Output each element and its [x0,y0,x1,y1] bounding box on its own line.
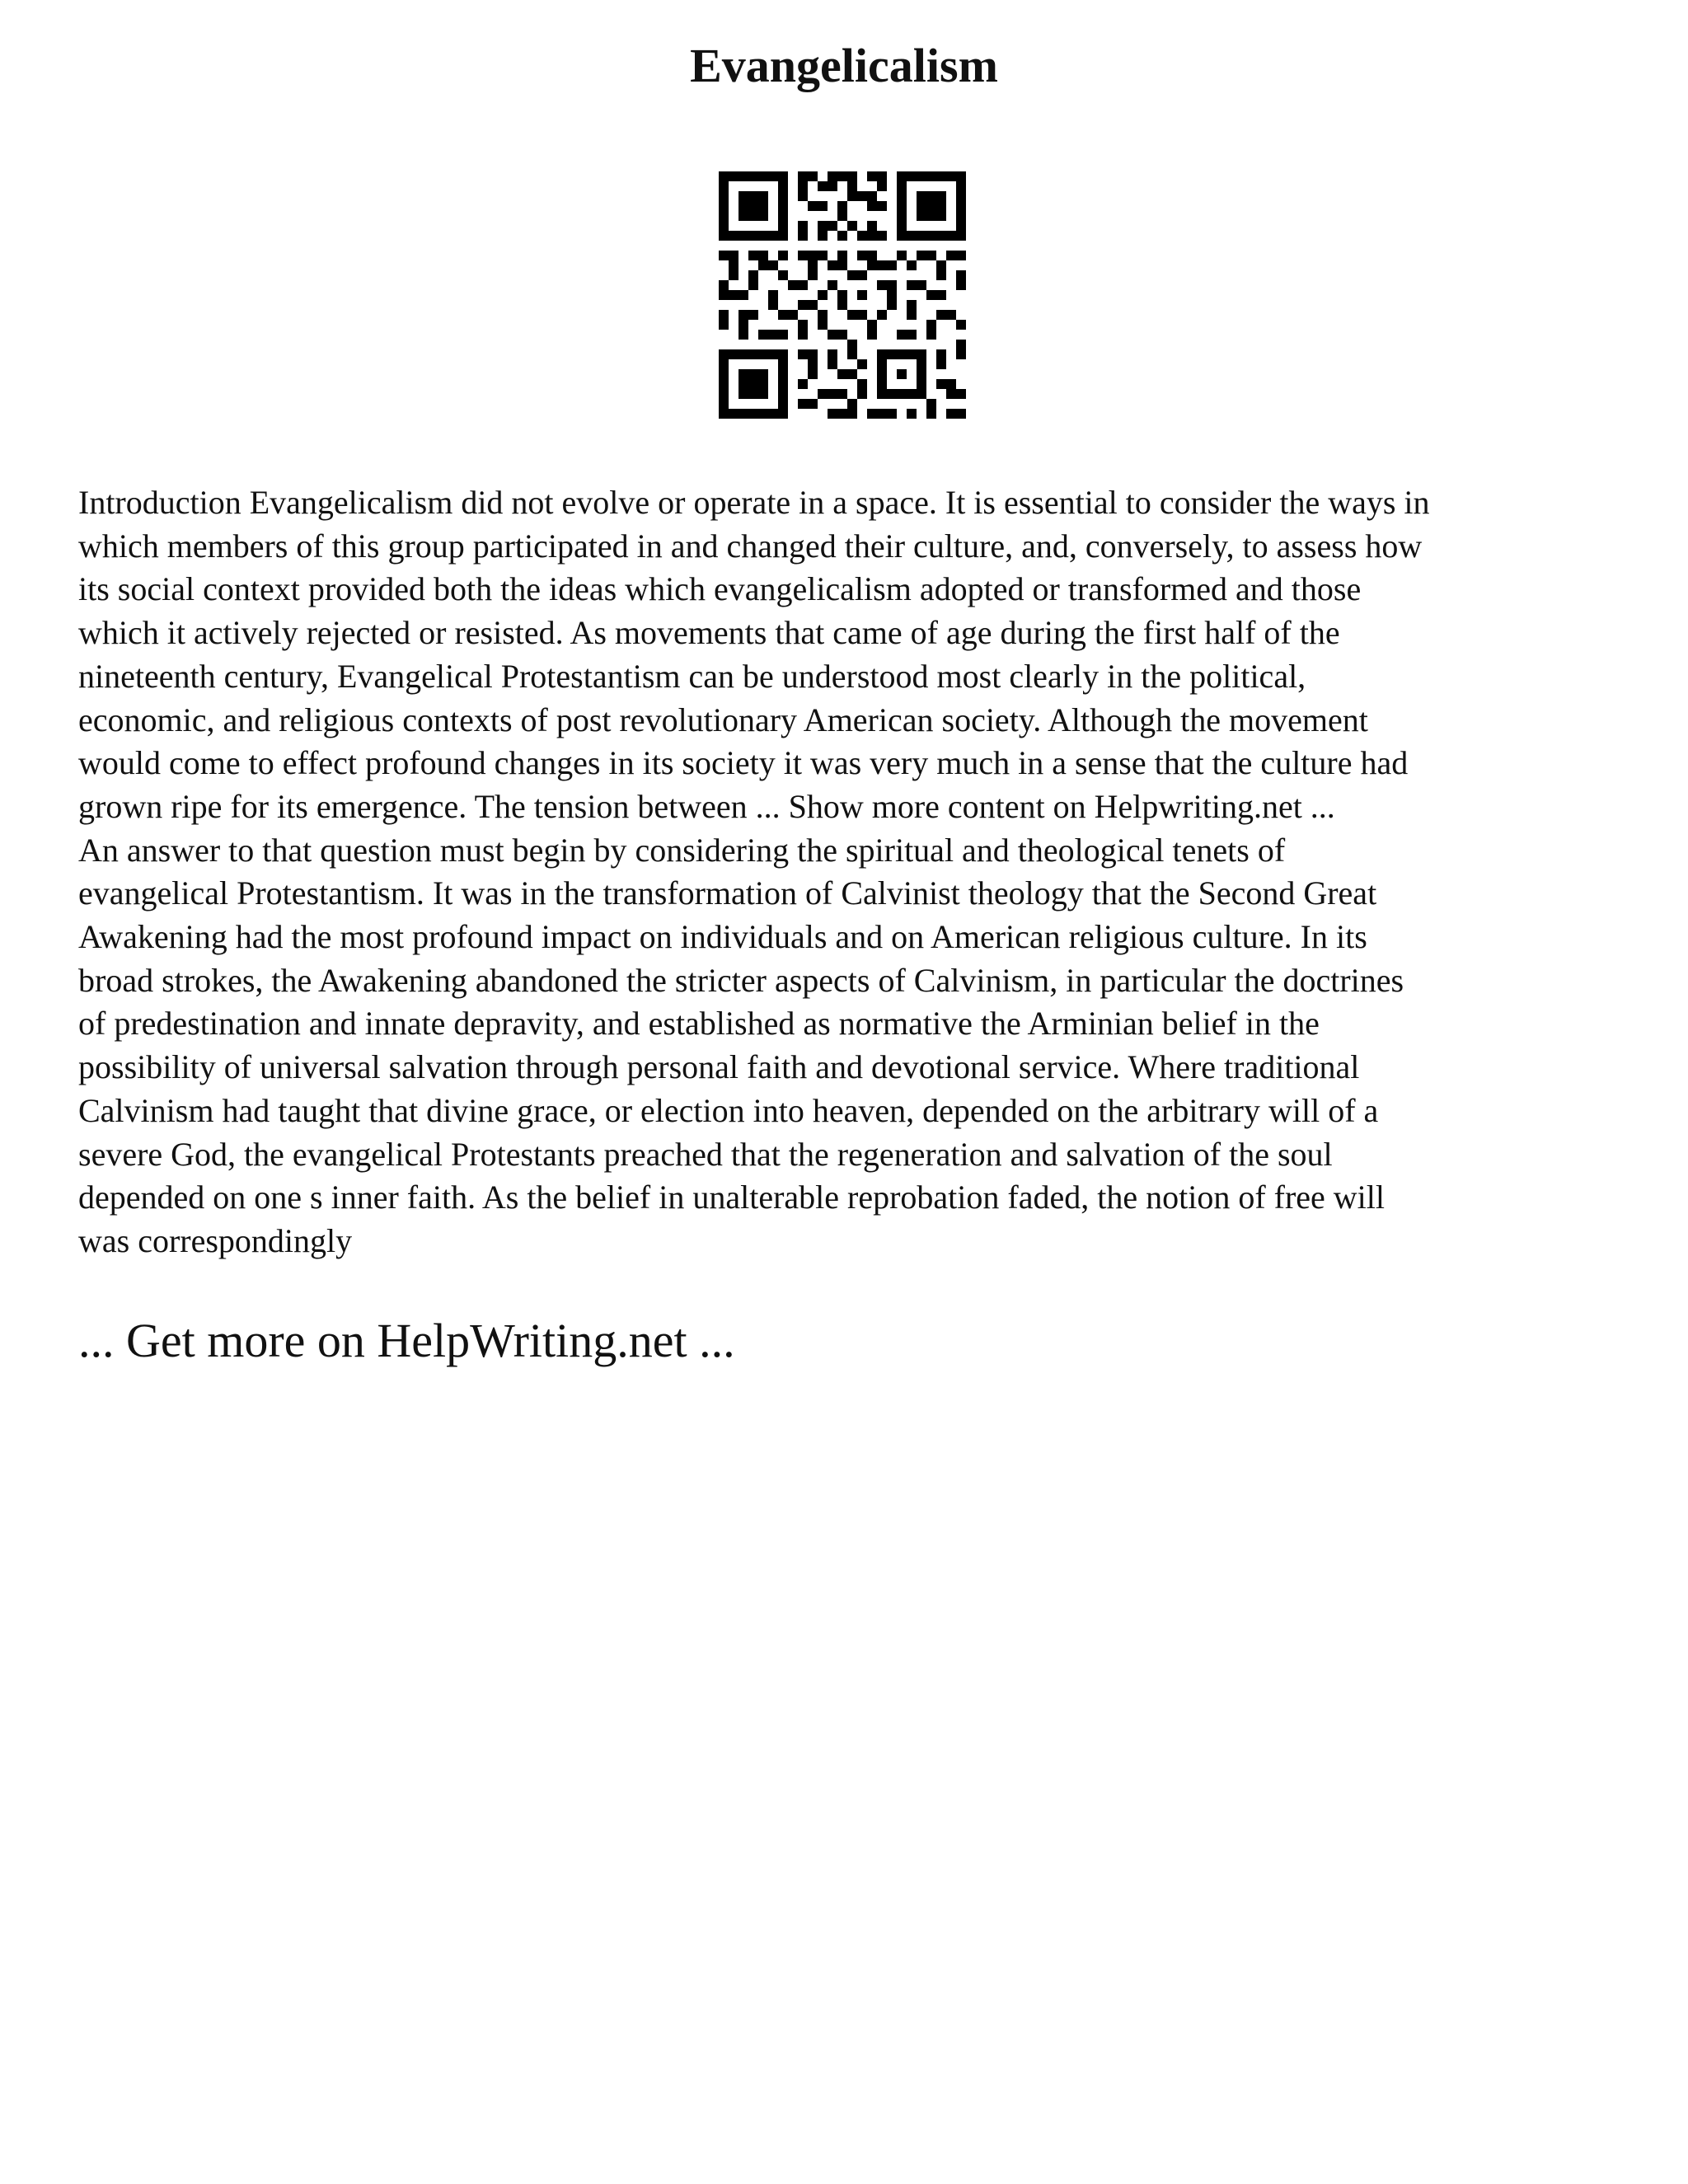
body-line: which members of this group participated in and changed their culture, and, conversely, to assess how [78,527,1423,565]
body-line: grown ripe for its emergence. The tension between ... Show more content on Helpwriting.net ... [78,787,1335,825]
body-line: was correspondingly [78,1221,353,1259]
qr-code-icon [719,171,966,419]
body-line: evangelical Protestantism. It was in the transformation of Calvinist theology that the Second Great [78,874,1377,912]
page-title: Evangelicalism [690,39,998,92]
body-line: broad strokes, the Awakening abandoned the stricter aspects of Calvinism, in particular the doctrines [78,961,1404,999]
body-line: would come to effect profound changes in its society it was very much in a sense that the culture had [78,744,1409,782]
body-line: its social context provided both the ideas which evangelicalism adopted or transformed and those [78,570,1362,608]
body-line: economic, and religious contexts of post revolutionary American society. Although the movement [78,701,1368,738]
body-line: Awakening had the most profound impact on individuals and on American religious culture. In its [78,918,1367,956]
body-line: possibility of universal salvation through personal faith and devotional service. Where traditional [78,1048,1360,1086]
body-line: nineteenth century, Evangelical Protestantism can be understood most clearly in the political, [78,657,1306,695]
body-line: severe God, the evangelical Protestants preached that the regeneration and salvation of the soul [78,1135,1333,1173]
body-text [78,481,1628,1263]
get-more-link[interactable]: ... Get more on HelpWriting.net ... [78,1314,735,1367]
body-line: An answer to that question must begin by considering the spiritual and theological tenets of [78,831,1286,869]
body-line: depended on one s inner faith. As the belief in unalterable reprobation faded, the notion of free will [78,1179,1386,1216]
body-line: Introduction Evangelicalism did not evolve or operate in a space. It is essential to consider the ways in [78,484,1430,521]
body-line: which it actively rejected or resisted. As movements that came of age during the first half of the [78,614,1340,652]
body-line: of predestination and innate depravity, and established as normative the Arminian belief in the [78,1005,1320,1043]
body-line: Calvinism had taught that divine grace, or election into heaven, depended on the arbitrary will of a [78,1091,1379,1129]
